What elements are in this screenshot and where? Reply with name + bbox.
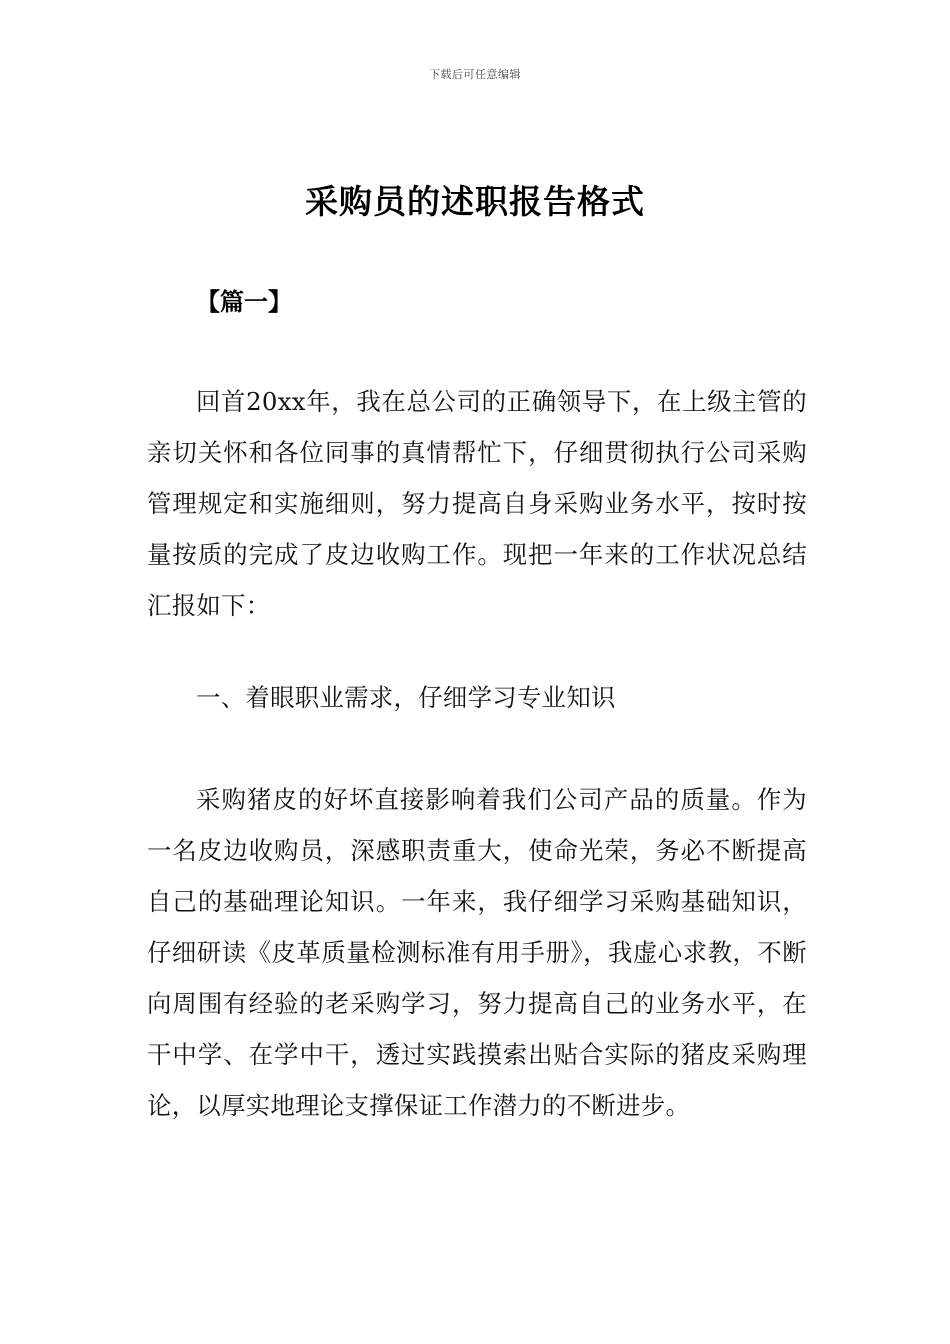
subsection-heading: 一、着眼职业需求，仔细学习专业知识 bbox=[196, 683, 616, 712]
body-paragraph: 采购猪皮的好坏直接影响着我们公司产品的质量。作为一名皮边收购员，深感职责重大，使命光荣，务必不断提高自己的基础理论知识。一年来，我仔细学习采购基础知识，仔细研读《皮革质量检测标准有用手册》，我虚心求教，不断向周围有经验的老采购学习，努力提高自己的业务水平，在干中学、在学中干，透过实践摸索出贴合实际的猪皮采购理论，以厚实地理论支撑保证工作潜力的不断进步。 bbox=[147, 785, 807, 1120]
section-label: 【篇一】 bbox=[196, 288, 292, 316]
page-header-note: 下载后可任意编辑 bbox=[429, 68, 521, 81]
document-title: 采购员的述职报告格式 bbox=[305, 182, 645, 221]
body-paragraph: 回首20xx年，我在总公司的正确领导下，在上级主管的亲切关怀和各位同事的真情帮忙下，仔细贯彻执行公司采购管理规定和实施细则，努力提高自身采购业务水平，按时按量按质的完成了皮边收购工作。现把一年来的工作状况总结汇报如下： bbox=[147, 387, 807, 620]
